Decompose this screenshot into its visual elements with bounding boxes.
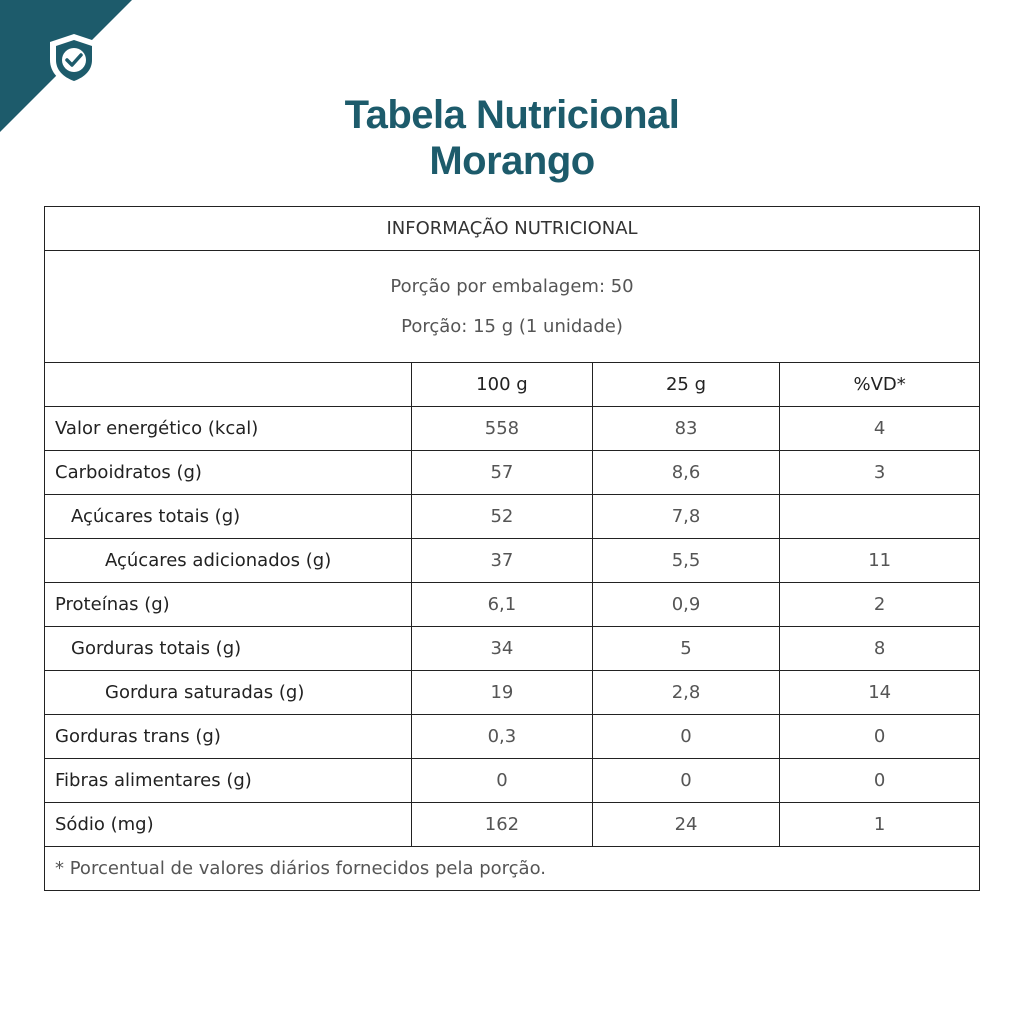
nutrition-table xyxy=(44,206,980,891)
cell-vd: 11 xyxy=(780,539,980,583)
cell-100g: 162 xyxy=(412,803,593,847)
cell-25g: 24 xyxy=(592,803,780,847)
table-row xyxy=(45,583,980,627)
cell-vd: 3 xyxy=(780,451,980,495)
cell-100g: 0 xyxy=(412,759,593,803)
column-header-label xyxy=(45,363,412,407)
cell-100g: 34 xyxy=(412,627,593,671)
column-header-25g: 25 g xyxy=(592,363,780,407)
row-label: Valor energético (kcal) xyxy=(45,407,412,451)
shield-check-icon xyxy=(50,34,98,87)
column-header-row xyxy=(45,363,980,407)
table-footnote: * Porcentual de valores diários fornecidos pela porção. xyxy=(45,847,980,891)
cell-100g: 57 xyxy=(412,451,593,495)
table-row xyxy=(45,407,980,451)
cell-25g: 0 xyxy=(592,759,780,803)
page-title: Tabela Nutricional xyxy=(344,93,680,137)
cell-100g: 6,1 xyxy=(412,583,593,627)
cell-100g: 558 xyxy=(412,407,593,451)
cell-100g: 52 xyxy=(412,495,593,539)
cell-100g: 19 xyxy=(412,671,593,715)
cell-vd: 4 xyxy=(780,407,980,451)
cell-25g: 8,6 xyxy=(592,451,780,495)
row-label: Gorduras totais (g) xyxy=(45,627,412,671)
table-row xyxy=(45,451,980,495)
portion-per-package: Porção por embalagem: 50 xyxy=(390,275,634,297)
cell-25g: 0,9 xyxy=(592,583,780,627)
table-row xyxy=(45,495,980,539)
row-label: Sódio (mg) xyxy=(45,803,412,847)
row-label: Carboidratos (g) xyxy=(45,451,412,495)
row-label: Proteínas (g) xyxy=(45,583,412,627)
row-label: Gorduras trans (g) xyxy=(45,715,412,759)
cell-vd: 14 xyxy=(780,671,980,715)
cell-25g: 7,8 xyxy=(592,495,780,539)
cell-25g: 0 xyxy=(592,715,780,759)
cell-vd: 0 xyxy=(780,715,980,759)
cell-100g: 0,3 xyxy=(412,715,593,759)
row-label: Gordura saturadas (g) xyxy=(45,671,412,715)
table-row xyxy=(45,627,980,671)
cell-vd xyxy=(780,495,980,539)
cell-vd: 8 xyxy=(780,627,980,671)
table-row xyxy=(45,715,980,759)
row-label: Açúcares totais (g) xyxy=(45,495,412,539)
cell-100g: 37 xyxy=(412,539,593,583)
portion-size: Porção: 15 g (1 unidade) xyxy=(401,315,623,337)
cell-25g: 5,5 xyxy=(592,539,780,583)
table-heading: INFORMAÇÃO NUTRICIONAL xyxy=(45,207,980,251)
table-row xyxy=(45,759,980,803)
cell-vd: 1 xyxy=(780,803,980,847)
cell-25g: 5 xyxy=(592,627,780,671)
cell-25g: 83 xyxy=(592,407,780,451)
table-row xyxy=(45,539,980,583)
row-label: Fibras alimentares (g) xyxy=(45,759,412,803)
row-label: Açúcares adicionados (g) xyxy=(45,539,412,583)
page-subtitle: Morango xyxy=(429,139,595,183)
column-header-100g: 100 g xyxy=(412,363,593,407)
badge-label-segura: SEGURA xyxy=(47,103,99,117)
column-header-vd: %VD* xyxy=(780,363,980,407)
badge-label-compra: COMPRA xyxy=(46,91,100,105)
table-row xyxy=(45,671,980,715)
table-row xyxy=(45,803,980,847)
cell-25g: 2,8 xyxy=(592,671,780,715)
cell-vd: 2 xyxy=(780,583,980,627)
portion-info xyxy=(45,251,980,363)
cell-vd: 0 xyxy=(780,759,980,803)
